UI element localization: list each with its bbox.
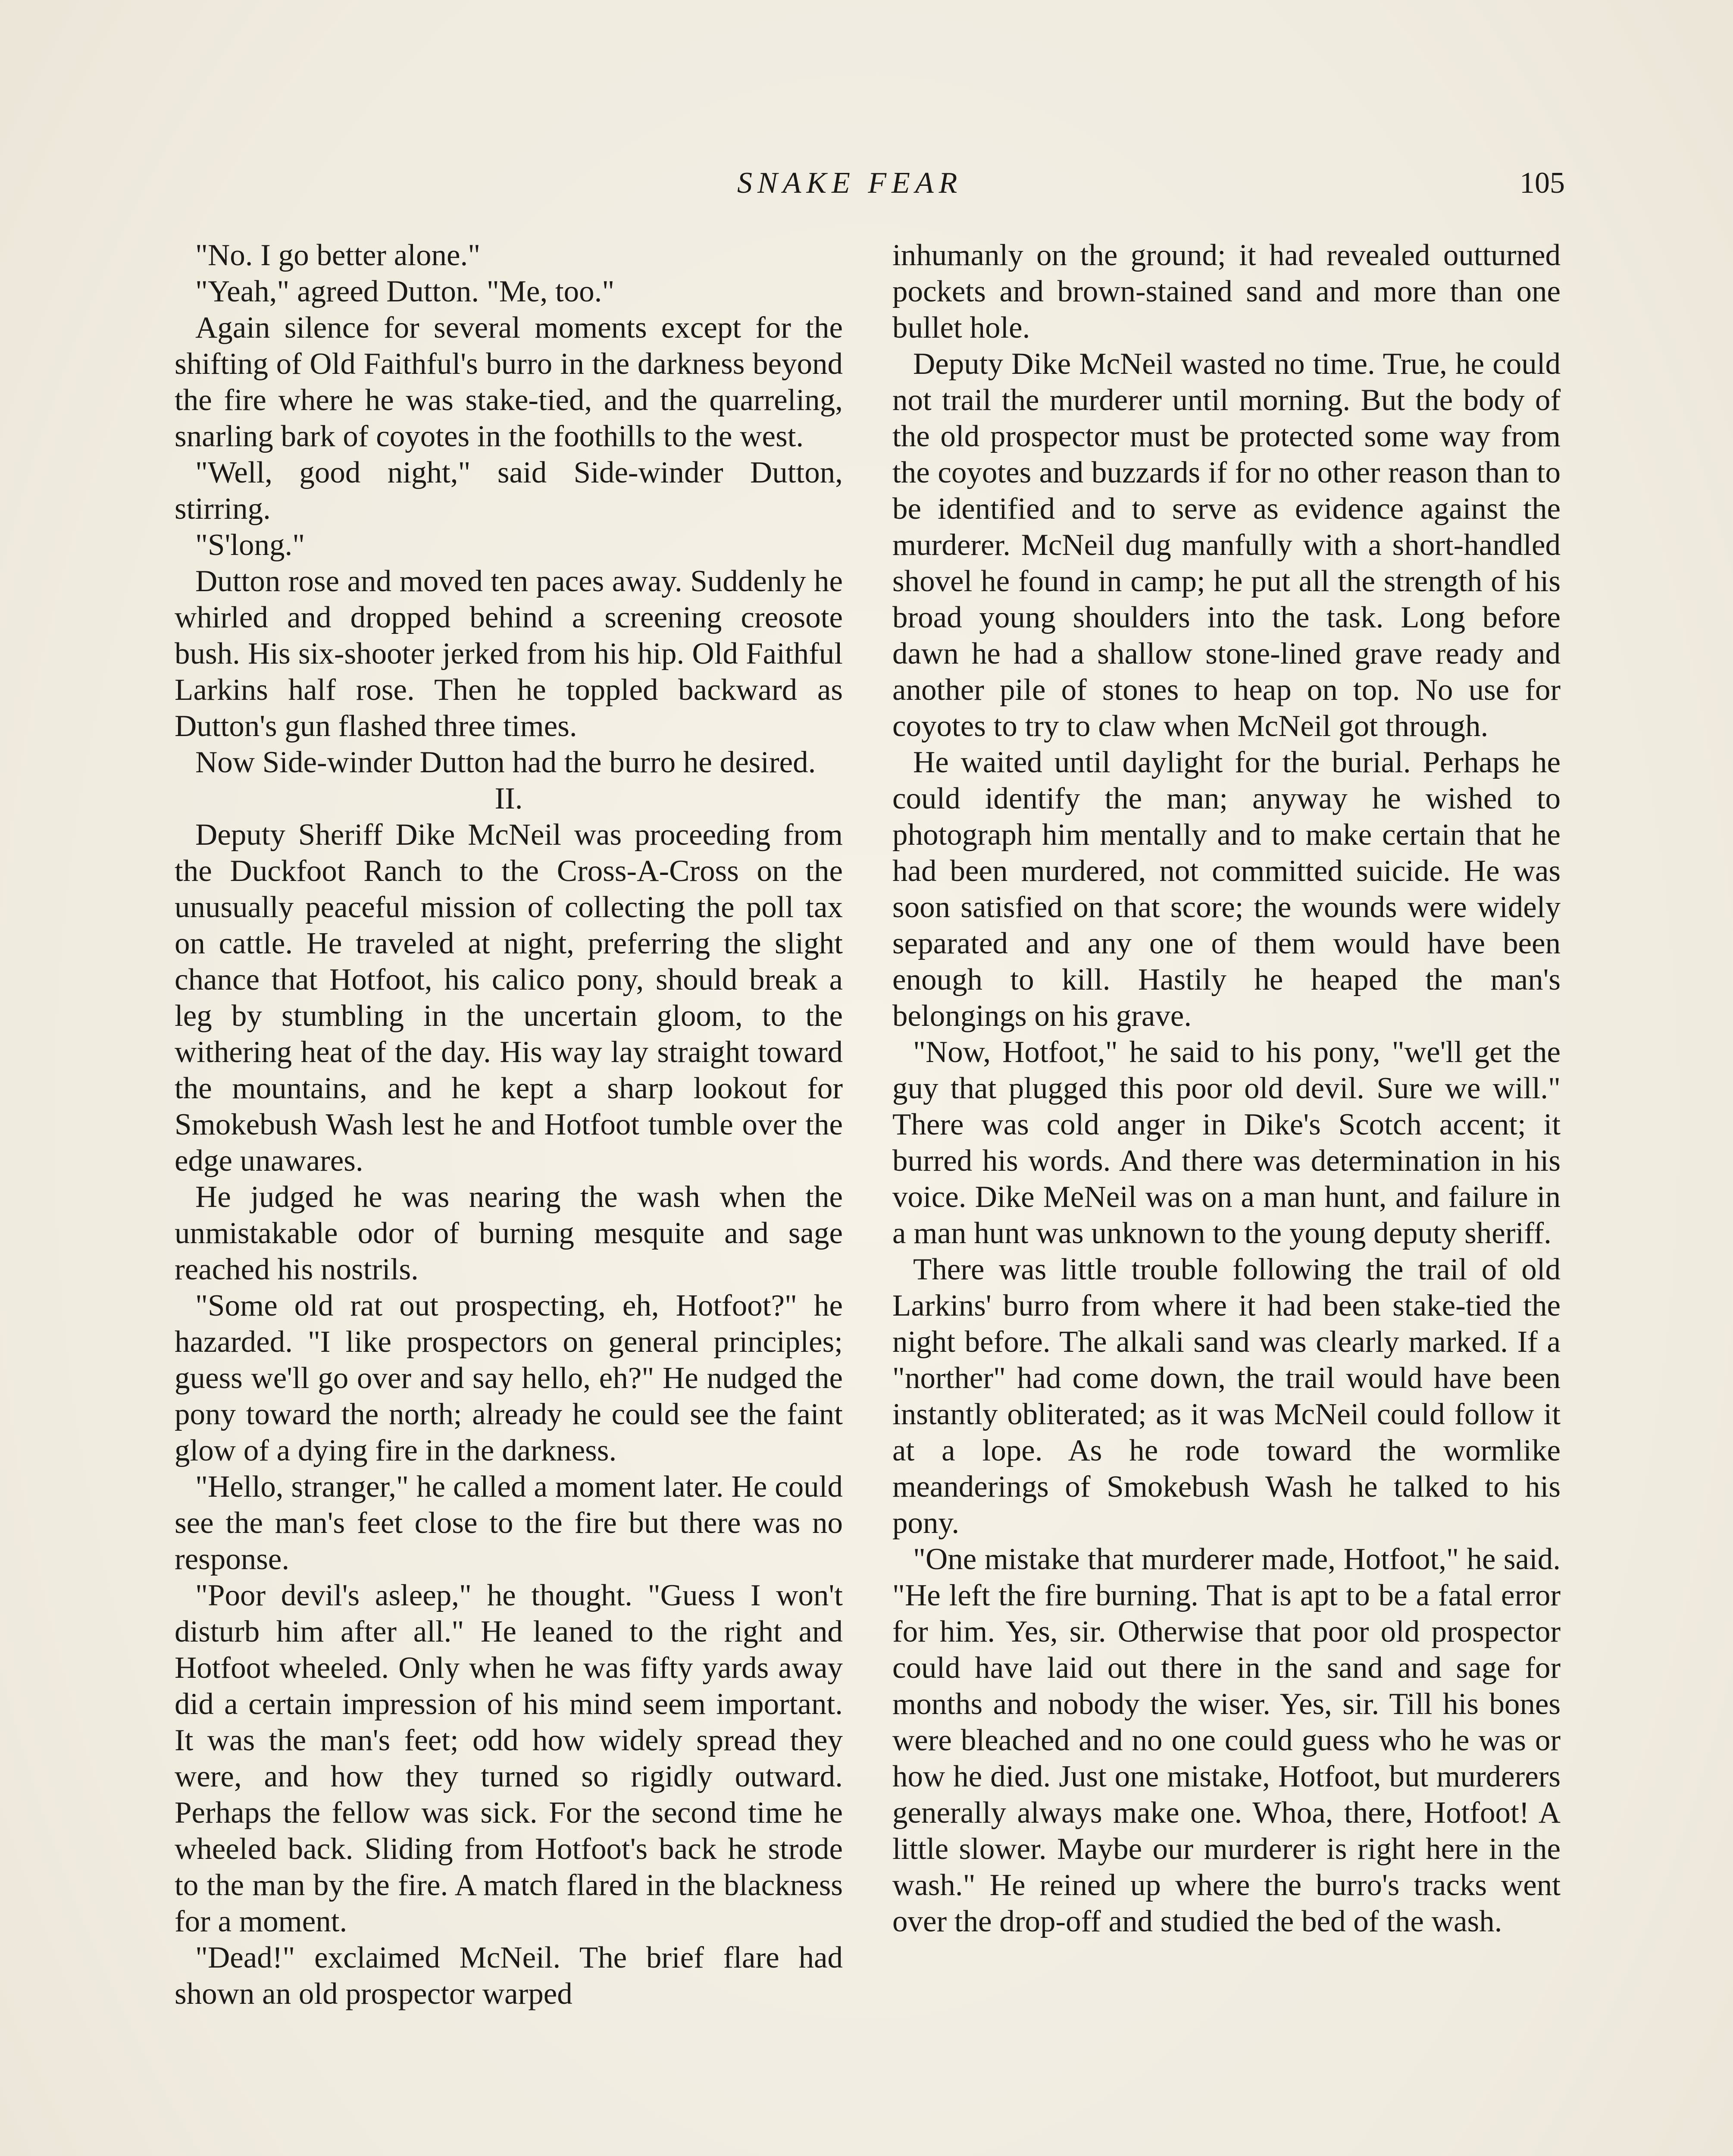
left-column [175, 237, 843, 2012]
paragraph: There was little trouble following the trail of old Larkins' burro from where it had been stake-tied the night before. The alkali sand was clearly marked. If a "norther" had come down, the trail would have been instantly obliterated; as it was McNeil could follow it at a lope. As he rode toward the wormlike meanderings of Smokebush Wash he talked to his pony. [892, 1253, 1561, 1540]
paragraph: "Poor devil's asleep," he thought. "Guess I won't disturb him after all." He leaned to the right and Hotfoot wheeled. Only when he was fifty yards away did a certain impression of his mind seem important. It was the man's feet; odd how widely spread they were, and how they turned so rigidly outward. Perhaps the fellow was sick. For the second time he wheeled back. Sliding from Hotfoot's back he strode to the man by the fire. A match flared in the blackness for a moment. [175, 1579, 843, 1938]
paragraph: "One mistake that murderer made, Hotfoot," he said. "He left the fire burning. That is apt to be a fatal error for him. Yes, sir. Otherwise that poor old prospector could have laid out there in the sand and sage for months and nobody the wiser. Yes, sir. Till his bones were bleached and no one could guess who he was or how he died. Just one mistake, Hotfoot, but murderers generally always make one. Whoa, there, Hotfoot! A little slower. Maybe our murderer is right here in the wash." He reined up where the burro's tracks went over the drop-off and studied the bed of the wash. [892, 1542, 1561, 1938]
paragraph: Again silence for several moments except for the shifting of Old Faithful's burro in the darkness beyond the fire where he was stake-tied, and the quarreling, snarling bark of coyotes in the foothills to the west. [175, 311, 843, 453]
paragraph-continued: inhumanly on the ground; it had revealed outturned pockets and brown-stained sand and more than one bullet hole. [892, 238, 1561, 345]
paragraph: Now Side-winder Dutton had the burro he desired. [195, 746, 816, 779]
paragraph: Deputy Dike McNeil wasted no time. True, he could not trail the murderer until morning. But the body of the old prospector must be protected some way from the coyotes and buzzards if for no other reason than to be identified and to serve as evidence against the murderer. McNeil dug manfully with a short-handled shovel he found in camp; he put all the strength of his broad young shoulders into the task. Long before dawn he had a shallow stone-lined grave ready and another pile of stones to heap on top. No use for coyotes to try to claw when McNeil got through. [892, 347, 1561, 743]
page-number: 105 [1520, 166, 1565, 200]
paragraph: "Yeah," agreed Dutton. "Me, too." [195, 275, 615, 308]
paragraph: "Now, Hotfoot," he said to his pony, "we'll get the guy that plugged this poor old devil. Sure we will." There was cold anger in Dike's Scotch accent; it burred his words. And there was determination in his voice. Dike MeNeil was on a man hunt, and failure in a man hunt was unknown to the young deputy sheriff. [892, 1035, 1561, 1250]
paragraph: "Well, good night," said Side-winder Dutton, stirring. [175, 456, 843, 526]
paragraph: "Dead!" exclaimed McNeil. The brief flare had shown an old prospector warped [175, 1941, 843, 2011]
paragraph: "No. I go better alone." [195, 238, 481, 272]
paragraph: Deputy Sheriff Dike McNeil was proceeding from the Duckfoot Ranch to the Cross-A-Cross on the unusually peaceful mission of collecting the poll tax on cattle. He traveled at night, preferring the slight chance that Hotfoot, his calico pony, should break a leg by stumbling in the uncertain gloom, to the withering heat of the day. His way lay straight toward the mountains, and he kept a sharp lookout for Smokebush Wash lest he and Hotfoot tumble over the edge unawares. [175, 818, 843, 1178]
right-column [892, 237, 1561, 1940]
paragraph: He judged he was nearing the wash when the unmistakable odor of burning mesquite and sage reached his nostrils. [175, 1180, 843, 1286]
running-title: SNAKE FEAR [737, 166, 963, 200]
paragraph: He waited until daylight for the burial. Perhaps he could identify the man; anyway he wished to photograph him mentally and to make certain that he had been murdered, not committed suicide. He was soon satisfied on that score; the wounds were widely separated and any one of them would have been enough to kill. Hastily he heaped the man's belongings on his grave. [892, 746, 1561, 1033]
paragraph: "S'long." [195, 528, 305, 562]
paragraph: Dutton rose and moved ten paces away. Suddenly he whirled and dropped behind a screening creosote bush. His six-shooter jerked from his hip. Old Faithful Larkins half rose. Then he toppled backward as Dutton's gun flashed three times. [175, 564, 843, 743]
paragraph: "Hello, stranger," he called a moment later. He could see the man's feet close to the fire but there was no response. [175, 1470, 843, 1576]
paragraph: "Some old rat out prospecting, eh, Hotfoot?" he hazarded. "I like prospectors on general principles; guess we'll go over and say hello, eh?" He nudged the pony toward the north; already he could see the faint glow of a dying fire in the darkness. [175, 1289, 843, 1467]
section-heading: II. [494, 782, 523, 815]
